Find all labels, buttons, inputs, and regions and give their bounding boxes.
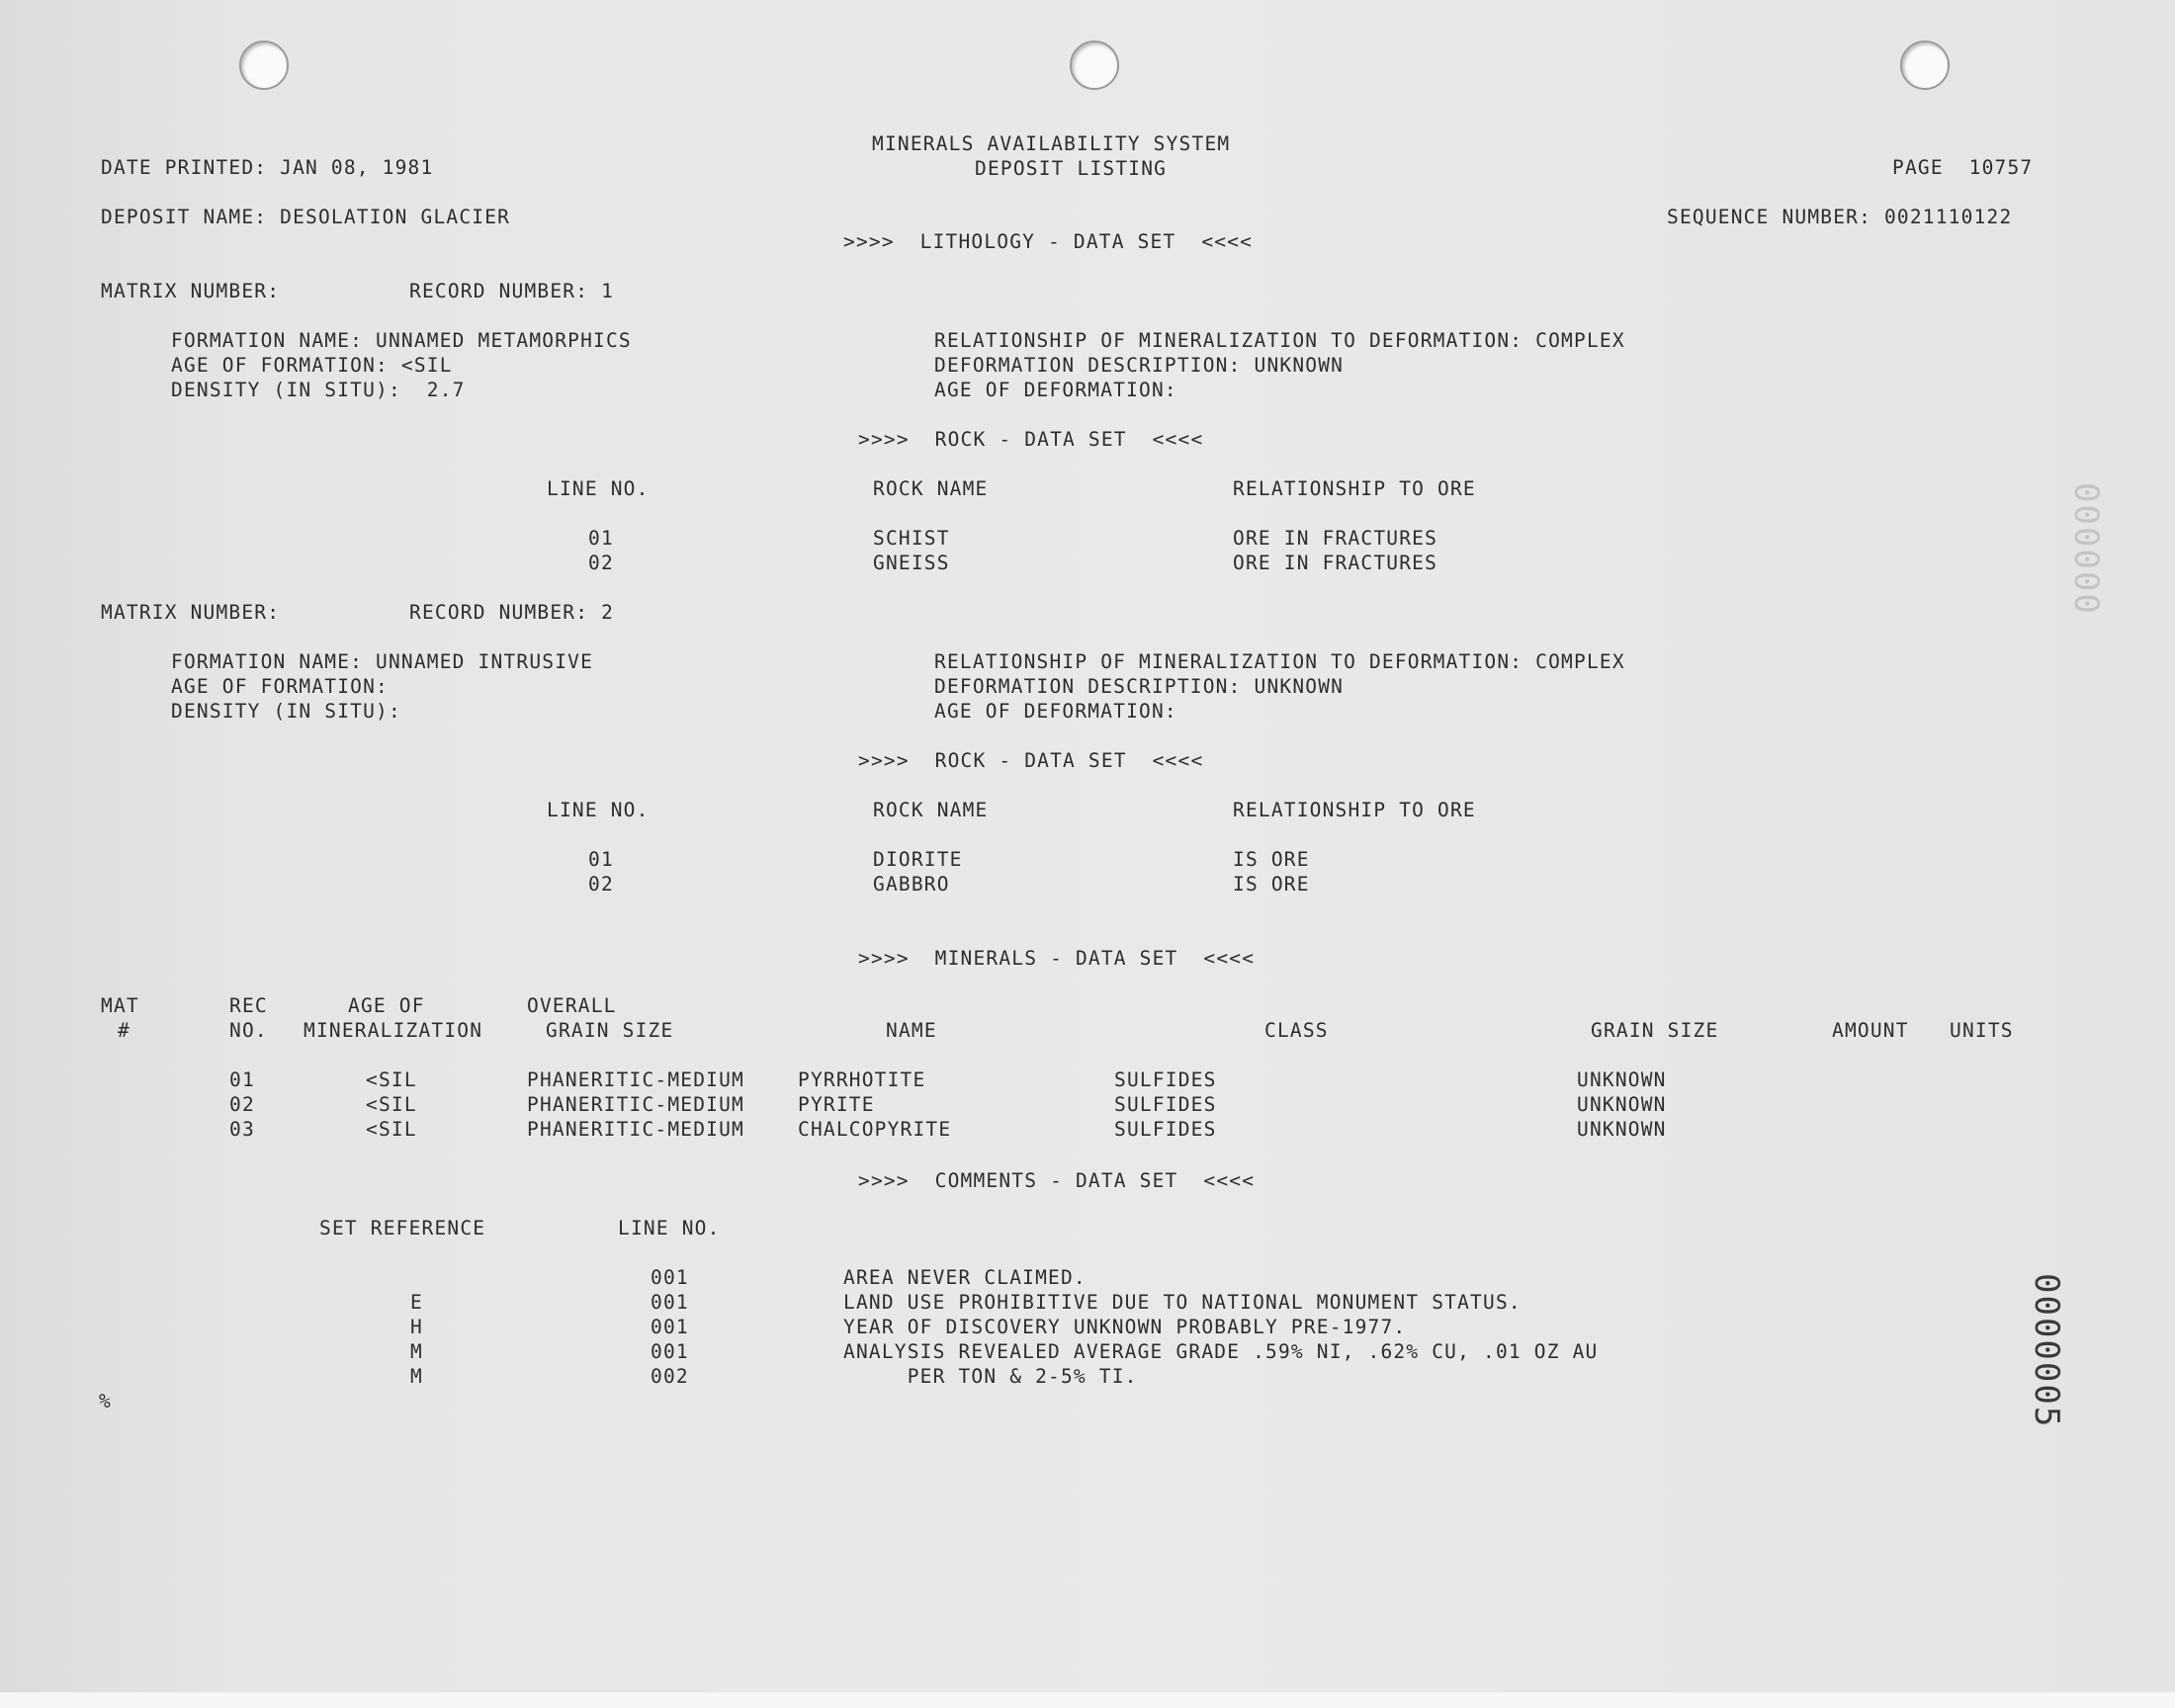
mineral-overall-grain: PHANERITIC-MEDIUM (527, 1093, 744, 1116)
rock-header-relationship: RELATIONSHIP TO ORE (1233, 477, 1476, 500)
rock-heading: >>>> ROCK - DATA SET <<<< (858, 749, 1204, 772)
comment-set-reference: H (410, 1316, 423, 1338)
density-in-situ: DENSITY (IN SITU): 2.7 (171, 379, 466, 401)
minerals-header-rec-no: NO. (229, 1019, 268, 1042)
minerals-header-age: AGE OF (348, 994, 425, 1017)
minerals-header-mineralization: MINERALIZATION (304, 1019, 483, 1042)
comment-text: LAND USE PROHIBITIVE DUE TO NATIONAL MONUMENT STATUS. (843, 1291, 1522, 1314)
date-printed: DATE PRINTED: JAN 08, 1981 (101, 156, 434, 179)
mineral-name: PYRITE (798, 1093, 875, 1116)
page-number: PAGE 10757 (1892, 156, 2034, 179)
mineral-rec-no: 03 (229, 1118, 255, 1141)
matrix-number-label: MATRIX NUMBER: (101, 280, 281, 302)
comment-line-no: 001 (651, 1266, 689, 1289)
mineral-overall-grain: PHANERITIC-MEDIUM (527, 1118, 744, 1141)
comment-set-reference: E (410, 1291, 423, 1314)
comment-line-no: 002 (651, 1365, 689, 1388)
rock-relationship: IS ORE (1233, 873, 1310, 896)
minerals-header-class: CLASS (1264, 1019, 1329, 1042)
mineral-rec-no: 01 (229, 1068, 255, 1091)
minerals-heading: >>>> MINERALS - DATA SET <<<< (858, 947, 1256, 970)
mineral-name: PYRRHOTITE (798, 1068, 926, 1091)
mineralization-relationship: RELATIONSHIP OF MINERALIZATION TO DEFORMATION: COMPLEX (934, 329, 1625, 352)
mineral-grain-size: UNKNOWN (1577, 1118, 1667, 1141)
lithology-heading: >>>> LITHOLOGY - DATA SET <<<< (843, 230, 1254, 253)
formation-name: FORMATION NAME: UNNAMED METAMORPHICS (171, 329, 632, 352)
comment-line-no: 001 (651, 1340, 689, 1363)
rock-header-rock-name: ROCK NAME (873, 799, 989, 821)
age-of-formation: AGE OF FORMATION: (171, 675, 389, 698)
comment-set-reference: M (410, 1340, 423, 1363)
deposit-name: DEPOSIT NAME: DESOLATION GLACIER (101, 206, 511, 228)
minerals-header-amount: AMOUNT (1832, 1019, 1909, 1042)
rock-relationship: ORE IN FRACTURES (1233, 552, 1438, 574)
system-title: MINERALS AVAILABILITY SYSTEM (872, 132, 1231, 155)
rock-heading: >>>> ROCK - DATA SET <<<< (858, 428, 1204, 451)
rock-relationship: ORE IN FRACTURES (1233, 527, 1438, 550)
mineral-class: SULFIDES (1114, 1093, 1217, 1116)
rock-relationship: IS ORE (1233, 848, 1310, 871)
minerals-header-grain-size: GRAIN SIZE (546, 1019, 674, 1042)
mineral-name: CHALCOPYRITE (798, 1118, 952, 1141)
system-subtitle: DEPOSIT LISTING (975, 157, 1168, 180)
formation-name: FORMATION NAME: UNNAMED INTRUSIVE (171, 650, 594, 673)
rock-name: SCHIST (873, 527, 950, 550)
punch-hole-left (239, 41, 289, 90)
comment-text: PER TON & 2-5% TI. (843, 1365, 1138, 1388)
comments-heading: >>>> COMMENTS - DATA SET <<<< (858, 1169, 1256, 1192)
age-of-deformation: AGE OF DEFORMATION: (934, 700, 1177, 723)
age-of-formation: AGE OF FORMATION: <SIL (171, 354, 453, 377)
minerals-header-mat-hash: # (118, 1019, 130, 1042)
rock-line-no: 02 (588, 873, 614, 896)
rock-name: GABBRO (873, 873, 950, 896)
mineral-grain-size: UNKNOWN (1577, 1093, 1667, 1116)
minerals-header-mineral-grain-size: GRAIN SIZE (1591, 1019, 1719, 1042)
mineral-age: <SIL (366, 1093, 417, 1116)
comment-line-no: 001 (651, 1316, 689, 1338)
rock-line-no: 02 (588, 552, 614, 574)
page-bottom-margin (0, 1692, 2175, 1708)
sequence-number: SEQUENCE NUMBER: 0021110122 (1667, 206, 2013, 228)
rock-line-no: 01 (588, 848, 614, 871)
rock-line-no: 01 (588, 527, 614, 550)
comments-header-line-no: LINE NO. (618, 1217, 721, 1239)
minerals-header-rec: REC (229, 994, 268, 1017)
rock-header-relationship: RELATIONSHIP TO ORE (1233, 799, 1476, 821)
comment-text: AREA NEVER CLAIMED. (843, 1266, 1087, 1289)
age-of-deformation: AGE OF DEFORMATION: (934, 379, 1177, 401)
punch-hole-center (1070, 41, 1119, 90)
rock-name: DIORITE (873, 848, 963, 871)
mineral-rec-no: 02 (229, 1093, 255, 1116)
comment-line-no: 001 (651, 1291, 689, 1314)
faded-frame-stamp: 000000 (2066, 482, 2106, 616)
comments-header-set-reference: SET REFERENCE (319, 1217, 486, 1239)
mineral-class: SULFIDES (1114, 1118, 1217, 1141)
record-number: RECORD NUMBER: 2 (409, 601, 615, 624)
minerals-header-overall: OVERALL (527, 994, 617, 1017)
density-in-situ: DENSITY (IN SITU): (171, 700, 401, 723)
comment-set-reference: M (410, 1365, 423, 1388)
end-of-record-mark: % (99, 1390, 112, 1412)
mineralization-relationship: RELATIONSHIP OF MINERALIZATION TO DEFORMATION: COMPLEX (934, 650, 1625, 673)
mineral-overall-grain: PHANERITIC-MEDIUM (527, 1068, 744, 1091)
minerals-header-units: UNITS (1950, 1019, 2014, 1042)
comment-text: YEAR OF DISCOVERY UNKNOWN PROBABLY PRE-1977. (843, 1316, 1407, 1338)
record-number: RECORD NUMBER: 1 (409, 280, 615, 302)
deformation-description: DEFORMATION DESCRIPTION: UNKNOWN (934, 354, 1345, 377)
matrix-number-label: MATRIX NUMBER: (101, 601, 281, 624)
rock-name: GNEISS (873, 552, 950, 574)
comment-text: ANALYSIS REVEALED AVERAGE GRADE .59% NI, .62% CU, .01 OZ AU (843, 1340, 1599, 1363)
rock-header-line-no: LINE NO. (547, 477, 650, 500)
mineral-age: <SIL (366, 1118, 417, 1141)
mineral-class: SULFIDES (1114, 1068, 1217, 1091)
mineral-grain-size: UNKNOWN (1577, 1068, 1667, 1091)
rock-header-line-no: LINE NO. (547, 799, 650, 821)
minerals-header-name: NAME (886, 1019, 937, 1042)
mineral-age: <SIL (366, 1068, 417, 1091)
punch-hole-right (1900, 41, 1950, 90)
frame-number-stamp: 0000005 (2027, 1273, 2066, 1429)
deformation-description: DEFORMATION DESCRIPTION: UNKNOWN (934, 675, 1345, 698)
minerals-header-mat: MAT (101, 994, 139, 1017)
rock-header-rock-name: ROCK NAME (873, 477, 989, 500)
